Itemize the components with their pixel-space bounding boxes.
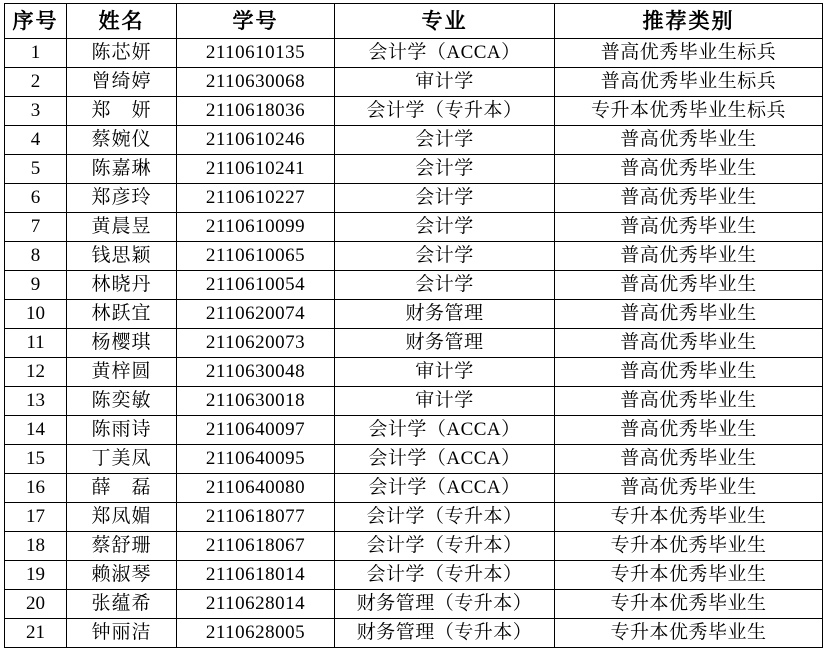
cell-recommend-type: 普高优秀毕业生标兵	[555, 68, 823, 97]
table-row	[5, 300, 823, 329]
cell-student-id: 2110610246	[177, 126, 335, 155]
cell-major: 会计学（ACCA）	[335, 416, 555, 445]
cell-student-id: 2110628014	[177, 590, 335, 619]
table-header-row	[5, 4, 823, 39]
cell-index: 1	[5, 39, 67, 68]
cell-student-id: 2110618067	[177, 532, 335, 561]
cell-major: 会计学	[335, 184, 555, 213]
cell-name: 林晓丹	[67, 271, 177, 300]
cell-major: 审计学	[335, 387, 555, 416]
cell-major: 会计学	[335, 155, 555, 184]
cell-student-id: 2110618014	[177, 561, 335, 590]
cell-recommend-type: 专升本优秀毕业生	[555, 619, 823, 648]
cell-index: 21	[5, 619, 67, 648]
cell-name: 薛 磊	[67, 474, 177, 503]
cell-major: 财务管理	[335, 300, 555, 329]
cell-name: 曾绮婷	[67, 68, 177, 97]
cell-index: 5	[5, 155, 67, 184]
table-row	[5, 126, 823, 155]
cell-recommend-type: 普高优秀毕业生	[555, 445, 823, 474]
cell-student-id: 2110610241	[177, 155, 335, 184]
cell-index: 10	[5, 300, 67, 329]
table-row	[5, 213, 823, 242]
cell-name: 黄晨昱	[67, 213, 177, 242]
cell-recommend-type: 专升本优秀毕业生	[555, 532, 823, 561]
cell-index: 6	[5, 184, 67, 213]
recommended-graduates-table	[4, 3, 823, 648]
table-row	[5, 387, 823, 416]
cell-index: 13	[5, 387, 67, 416]
cell-index: 4	[5, 126, 67, 155]
cell-index: 2	[5, 68, 67, 97]
cell-recommend-type: 普高优秀毕业生	[555, 329, 823, 358]
cell-major: 财务管理（专升本）	[335, 590, 555, 619]
cell-recommend-type: 专升本优秀毕业生	[555, 590, 823, 619]
cell-index: 18	[5, 532, 67, 561]
cell-recommend-type: 普高优秀毕业生	[555, 387, 823, 416]
cell-student-id: 2110640097	[177, 416, 335, 445]
table-row	[5, 39, 823, 68]
cell-student-id: 2110640080	[177, 474, 335, 503]
cell-major: 会计学（ACCA）	[335, 39, 555, 68]
cell-recommend-type: 普高优秀毕业生	[555, 242, 823, 271]
cell-student-id: 2110630018	[177, 387, 335, 416]
cell-name: 钱思颖	[67, 242, 177, 271]
table-row	[5, 561, 823, 590]
cell-index: 11	[5, 329, 67, 358]
cell-student-id: 2110618077	[177, 503, 335, 532]
cell-recommend-type: 普高优秀毕业生	[555, 271, 823, 300]
cell-index: 20	[5, 590, 67, 619]
cell-student-id: 2110620074	[177, 300, 335, 329]
table-row	[5, 619, 823, 648]
cell-major: 审计学	[335, 358, 555, 387]
cell-name: 丁美凤	[67, 445, 177, 474]
cell-name: 黄梓圆	[67, 358, 177, 387]
table-row	[5, 590, 823, 619]
table-row	[5, 155, 823, 184]
cell-student-id: 2110610065	[177, 242, 335, 271]
cell-major: 会计学	[335, 242, 555, 271]
cell-name: 杨樱琪	[67, 329, 177, 358]
cell-index: 8	[5, 242, 67, 271]
column-header-student-id: 学号	[177, 4, 335, 39]
cell-index: 12	[5, 358, 67, 387]
cell-major: 财务管理（专升本）	[335, 619, 555, 648]
table-row	[5, 532, 823, 561]
cell-recommend-type: 普高优秀毕业生	[555, 213, 823, 242]
cell-name: 钟丽洁	[67, 619, 177, 648]
cell-index: 17	[5, 503, 67, 532]
cell-major: 会计学（ACCA）	[335, 445, 555, 474]
cell-recommend-type: 普高优秀毕业生	[555, 126, 823, 155]
cell-name: 陈雨诗	[67, 416, 177, 445]
cell-index: 14	[5, 416, 67, 445]
cell-name: 赖淑琴	[67, 561, 177, 590]
cell-name: 林跃宜	[67, 300, 177, 329]
cell-major: 会计学（专升本）	[335, 561, 555, 590]
cell-index: 3	[5, 97, 67, 126]
cell-major: 会计学（专升本）	[335, 532, 555, 561]
cell-major: 会计学（专升本）	[335, 97, 555, 126]
cell-name: 蔡婉仪	[67, 126, 177, 155]
cell-recommend-type: 普高优秀毕业生	[555, 184, 823, 213]
cell-name: 陈嘉琳	[67, 155, 177, 184]
column-header-major: 专业	[335, 4, 555, 39]
cell-name: 蔡舒珊	[67, 532, 177, 561]
table-row	[5, 271, 823, 300]
cell-major: 财务管理	[335, 329, 555, 358]
cell-student-id: 2110610135	[177, 39, 335, 68]
cell-major: 会计学	[335, 213, 555, 242]
column-header-recommend-type: 推荐类别	[555, 4, 823, 39]
table-row	[5, 445, 823, 474]
cell-major: 会计学	[335, 126, 555, 155]
cell-index: 16	[5, 474, 67, 503]
column-header-name: 姓名	[67, 4, 177, 39]
column-header-index: 序号	[5, 4, 67, 39]
cell-index: 15	[5, 445, 67, 474]
cell-recommend-type: 专升本优秀毕业生	[555, 503, 823, 532]
cell-student-id: 2110640095	[177, 445, 335, 474]
table-row	[5, 97, 823, 126]
cell-recommend-type: 普高优秀毕业生	[555, 155, 823, 184]
cell-recommend-type: 专升本优秀毕业生标兵	[555, 97, 823, 126]
cell-name: 郑彦玲	[67, 184, 177, 213]
cell-student-id: 2110630048	[177, 358, 335, 387]
cell-recommend-type: 专升本优秀毕业生	[555, 561, 823, 590]
table-row	[5, 329, 823, 358]
cell-name: 郑 妍	[67, 97, 177, 126]
cell-index: 9	[5, 271, 67, 300]
cell-name: 陈奕敏	[67, 387, 177, 416]
cell-major: 审计学	[335, 68, 555, 97]
table-body	[5, 39, 823, 648]
table-row	[5, 242, 823, 271]
cell-major: 会计学（专升本）	[335, 503, 555, 532]
table-row	[5, 358, 823, 387]
cell-student-id: 2110610227	[177, 184, 335, 213]
cell-student-id: 2110630068	[177, 68, 335, 97]
cell-name: 张蕴希	[67, 590, 177, 619]
table-row	[5, 474, 823, 503]
cell-name: 郑凤媚	[67, 503, 177, 532]
cell-recommend-type: 普高优秀毕业生	[555, 300, 823, 329]
cell-student-id: 2110620073	[177, 329, 335, 358]
cell-recommend-type: 普高优秀毕业生	[555, 358, 823, 387]
table-row	[5, 503, 823, 532]
cell-student-id: 2110628005	[177, 619, 335, 648]
cell-name: 陈芯妍	[67, 39, 177, 68]
cell-student-id: 2110610099	[177, 213, 335, 242]
cell-student-id: 2110618036	[177, 97, 335, 126]
cell-student-id: 2110610054	[177, 271, 335, 300]
table-header	[5, 4, 823, 39]
table-row	[5, 68, 823, 97]
cell-recommend-type: 普高优秀毕业生	[555, 474, 823, 503]
cell-index: 7	[5, 213, 67, 242]
table-row	[5, 416, 823, 445]
cell-major: 会计学	[335, 271, 555, 300]
cell-index: 19	[5, 561, 67, 590]
cell-recommend-type: 普高优秀毕业生	[555, 416, 823, 445]
cell-recommend-type: 普高优秀毕业生标兵	[555, 39, 823, 68]
cell-major: 会计学（ACCA）	[335, 474, 555, 503]
table-row	[5, 184, 823, 213]
